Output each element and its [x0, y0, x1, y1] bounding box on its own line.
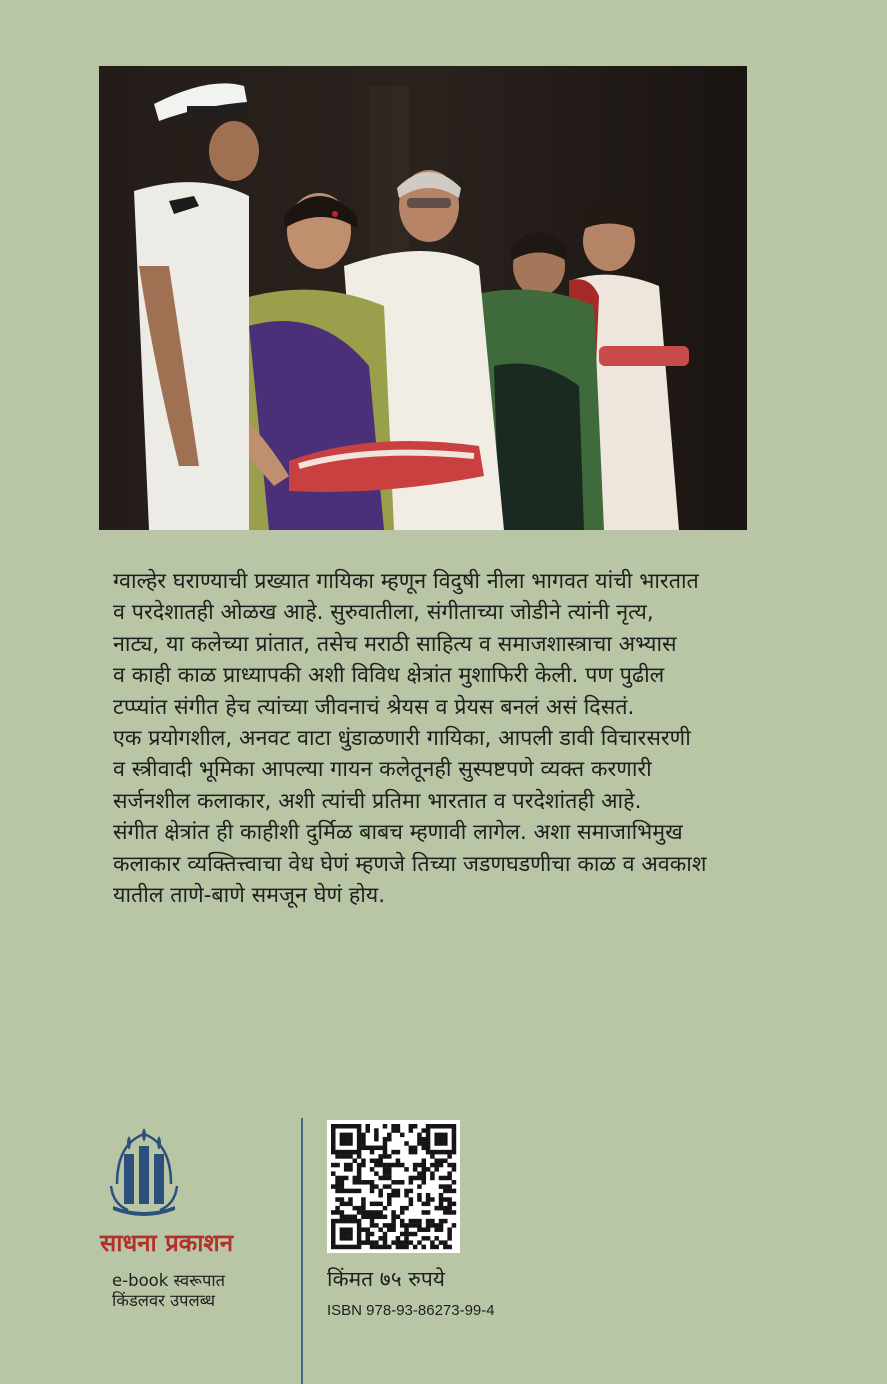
- blurb-line: टप्प्यांत संगीत हेच त्यांच्या जीवनाचं श्रेयस व प्रेयस बनलं असं दिसतं.: [113, 694, 635, 720]
- ebook-availability: [112, 1271, 225, 1311]
- isbn-label: ISBN 978-93-86273-99-4: [327, 1302, 495, 1319]
- blurb-line: व स्त्रीवादी भूमिका आपल्या गायन कलेतूनही सुस्पष्टपणे व्यक्त करणारी: [113, 757, 652, 783]
- candles-logo-icon: [103, 1124, 185, 1222]
- cover-photo: [99, 66, 747, 530]
- blurb-line: यातील ताणे-बाणे समजून घेणं होय.: [113, 883, 386, 909]
- back-cover-blurb: [113, 566, 793, 911]
- blurb-line: नाट्य, या कलेच्या प्रांतात, तसेच मराठी साहित्य व समाजशास्त्राचा अभ्यास: [113, 631, 677, 657]
- publisher-name: [100, 1226, 233, 1259]
- blurb-line: व परदेशातही ओळख आहे. सुरुवातीला, संगीताच्या जोडीने त्यांनी नृत्य,: [113, 600, 654, 626]
- blurb-line: व काही काळ प्राध्यापकी अशी विविध क्षेत्रांत मुशाफिरी केली. पण पुढील: [113, 663, 665, 689]
- publisher-name-part1: साधना: [100, 1228, 157, 1257]
- publisher-name-part2: प्रकाशन: [165, 1228, 234, 1257]
- blurb-line: सर्जनशील कलाकार, अशी त्यांची प्रतिमा भारतात व परदेशांतही आहे.: [113, 788, 642, 814]
- blurb-line: संगीत क्षेत्रांत ही काहीशी दुर्मिळ बाबच म्हणावी लागेल. अशा समाजाभिमुख: [113, 820, 683, 846]
- blurb-line: एक प्रयोगशील, अनवट वाटा धुंडाळणारी गायिका, आपली डावी विचारसरणी: [113, 726, 691, 752]
- ebook-line: किंडलवर उपलब्ध: [112, 1291, 216, 1310]
- blurb-line: कलाकार व्यक्तित्त्वाचा वेध घेणं म्हणजे तिच्या जडणघडणीचा काळ व अवकाश: [113, 851, 707, 877]
- ebook-line: e-book स्वरूपात: [112, 1271, 226, 1290]
- price-label: किंमत ७५ रुपये: [327, 1267, 445, 1291]
- qr-code-icon: [327, 1120, 460, 1253]
- vertical-divider: [301, 1118, 303, 1384]
- blurb-line: ग्वाल्हेर घराण्याची प्रख्यात गायिका म्हणून विदुषी नीला भागवत यांची भारतात: [113, 569, 699, 594]
